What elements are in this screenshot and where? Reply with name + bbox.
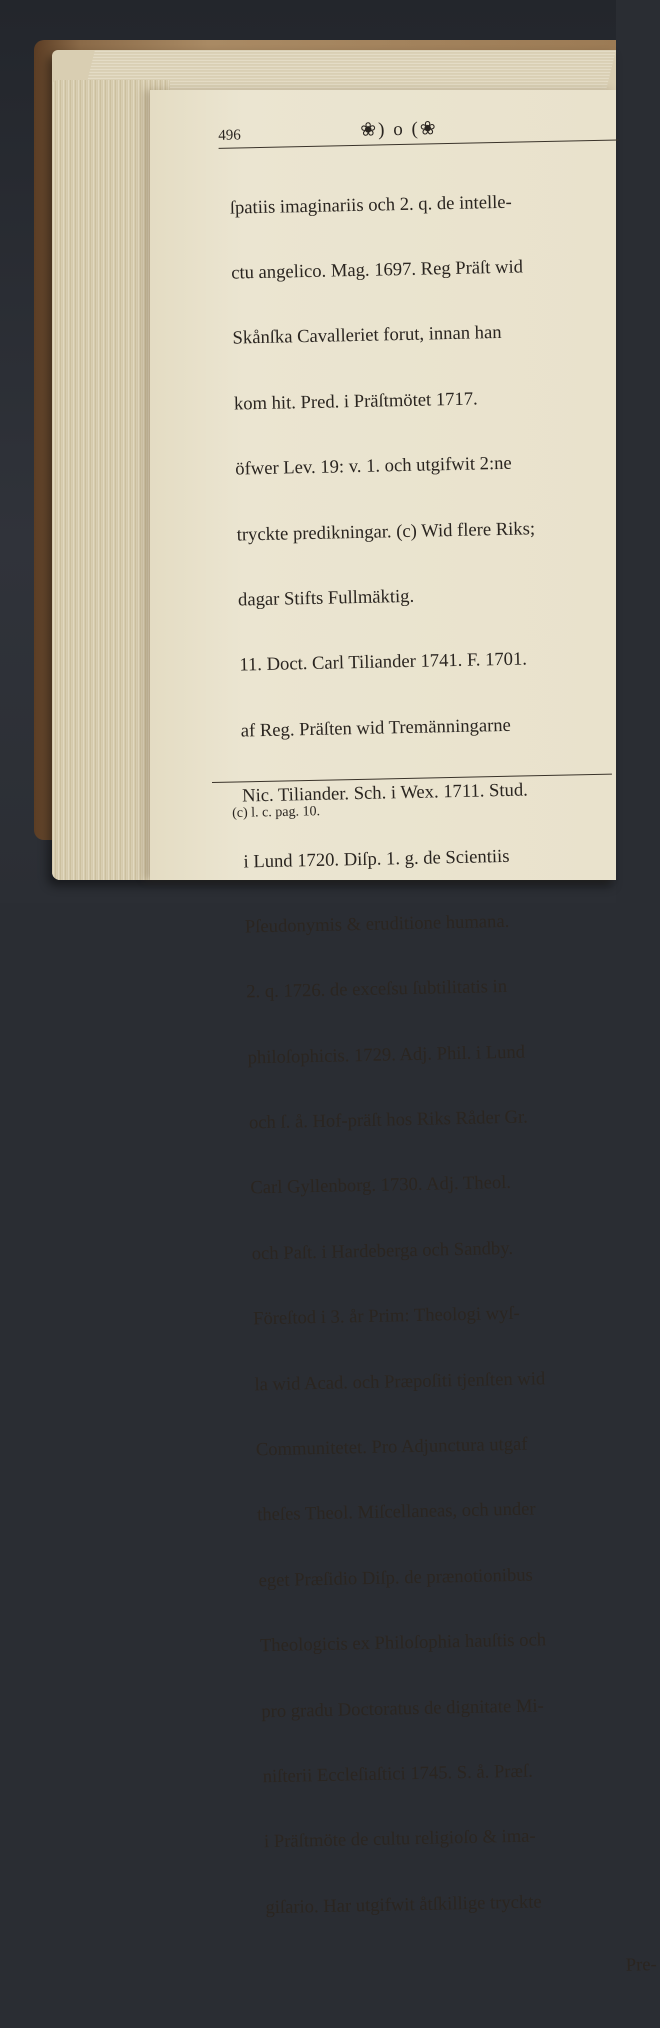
header-ornament: ❀) o (❀ — [360, 118, 438, 141]
text-line: Theologicis ex Philoſophia hauſtis och — [259, 1629, 547, 1657]
book-page — [150, 90, 657, 1976]
text-line: öfwer Lev. 19: v. 1. och utgifwit 2:ne — [235, 452, 512, 480]
text-line: Skånſka Cavalleriet forut, innan han — [232, 322, 502, 349]
text-line: pro gradu Doctoratus de dignitate Mi- — [261, 1694, 544, 1722]
text-line: philoſophicis. 1729. Adj. Phil. i Lund — [247, 1041, 526, 1069]
text-line: 11. Doct. Carl Tiliander 1741. F. 1701. — [239, 648, 528, 676]
catchword: Pre- — [625, 1954, 657, 1976]
text-line: dagar Stifts Fullmäktig. — [237, 585, 415, 611]
text-line: giſario. Har utgifwit åtſkillige tryckte — [265, 1891, 542, 1918]
text-line: ſpatiis imaginariis och 2. q. de intelle- — [229, 191, 512, 219]
text-line: af Reg. Präſten wid Tremänningarne — [240, 714, 512, 742]
text-line: eget Præſidio Diſp. de prænotionibus — [258, 1564, 534, 1592]
text-line: la wid Acad. och Præpoſiti tjenſten wid — [254, 1367, 546, 1395]
text-line: Communitetet. Pro Adjunctura utgaf — [255, 1433, 528, 1461]
text-line: Föreſtod i 3. år Prim: Theologi wyſ- — [252, 1303, 520, 1330]
text-line: och ſ. å. Hof-präſt hos Riks Råder Gr. — [248, 1106, 529, 1134]
page-header — [210, 111, 620, 146]
page-number: 496 — [218, 127, 241, 144]
footnote: (c) l. c. pag. 10. — [232, 804, 321, 821]
text-line: niſterii Eccleſiaſtici 1745. S. å. Præſ. — [262, 1760, 533, 1788]
text-line: Carl Gyllenborg. 1730. Adj. Theol. — [250, 1172, 512, 1199]
text-line: i Lund 1720. Diſp. 1. g. de Scientiis — [243, 845, 510, 872]
text-line: theſes Theol. Miſcellaneas, och under — [257, 1498, 536, 1526]
body-text — [229, 145, 658, 2027]
text-line: Nic. Tiliander. Sch. i Wex. 1711. Stud. — [241, 779, 529, 807]
text-line: kom hit. Pred. i Präſtmötet 1717. — [233, 388, 478, 415]
text-line: Pſeudonymis & eruditione humana. — [244, 910, 510, 938]
text-line: tryckte predikningar. (c) Wid flere Riks; — [236, 517, 536, 546]
text-line: i Präſtmöte de cultu religioſo & ima- — [263, 1825, 536, 1853]
text-line: ctu angelico. Mag. 1697. Reg Präſt wid — [230, 256, 524, 284]
text-line: 2. q. 1726. de exceſsu ſubtilitatis in — [246, 976, 508, 1003]
text-line: och Paſt. i Hardeberga och Sandby. — [251, 1237, 514, 1265]
